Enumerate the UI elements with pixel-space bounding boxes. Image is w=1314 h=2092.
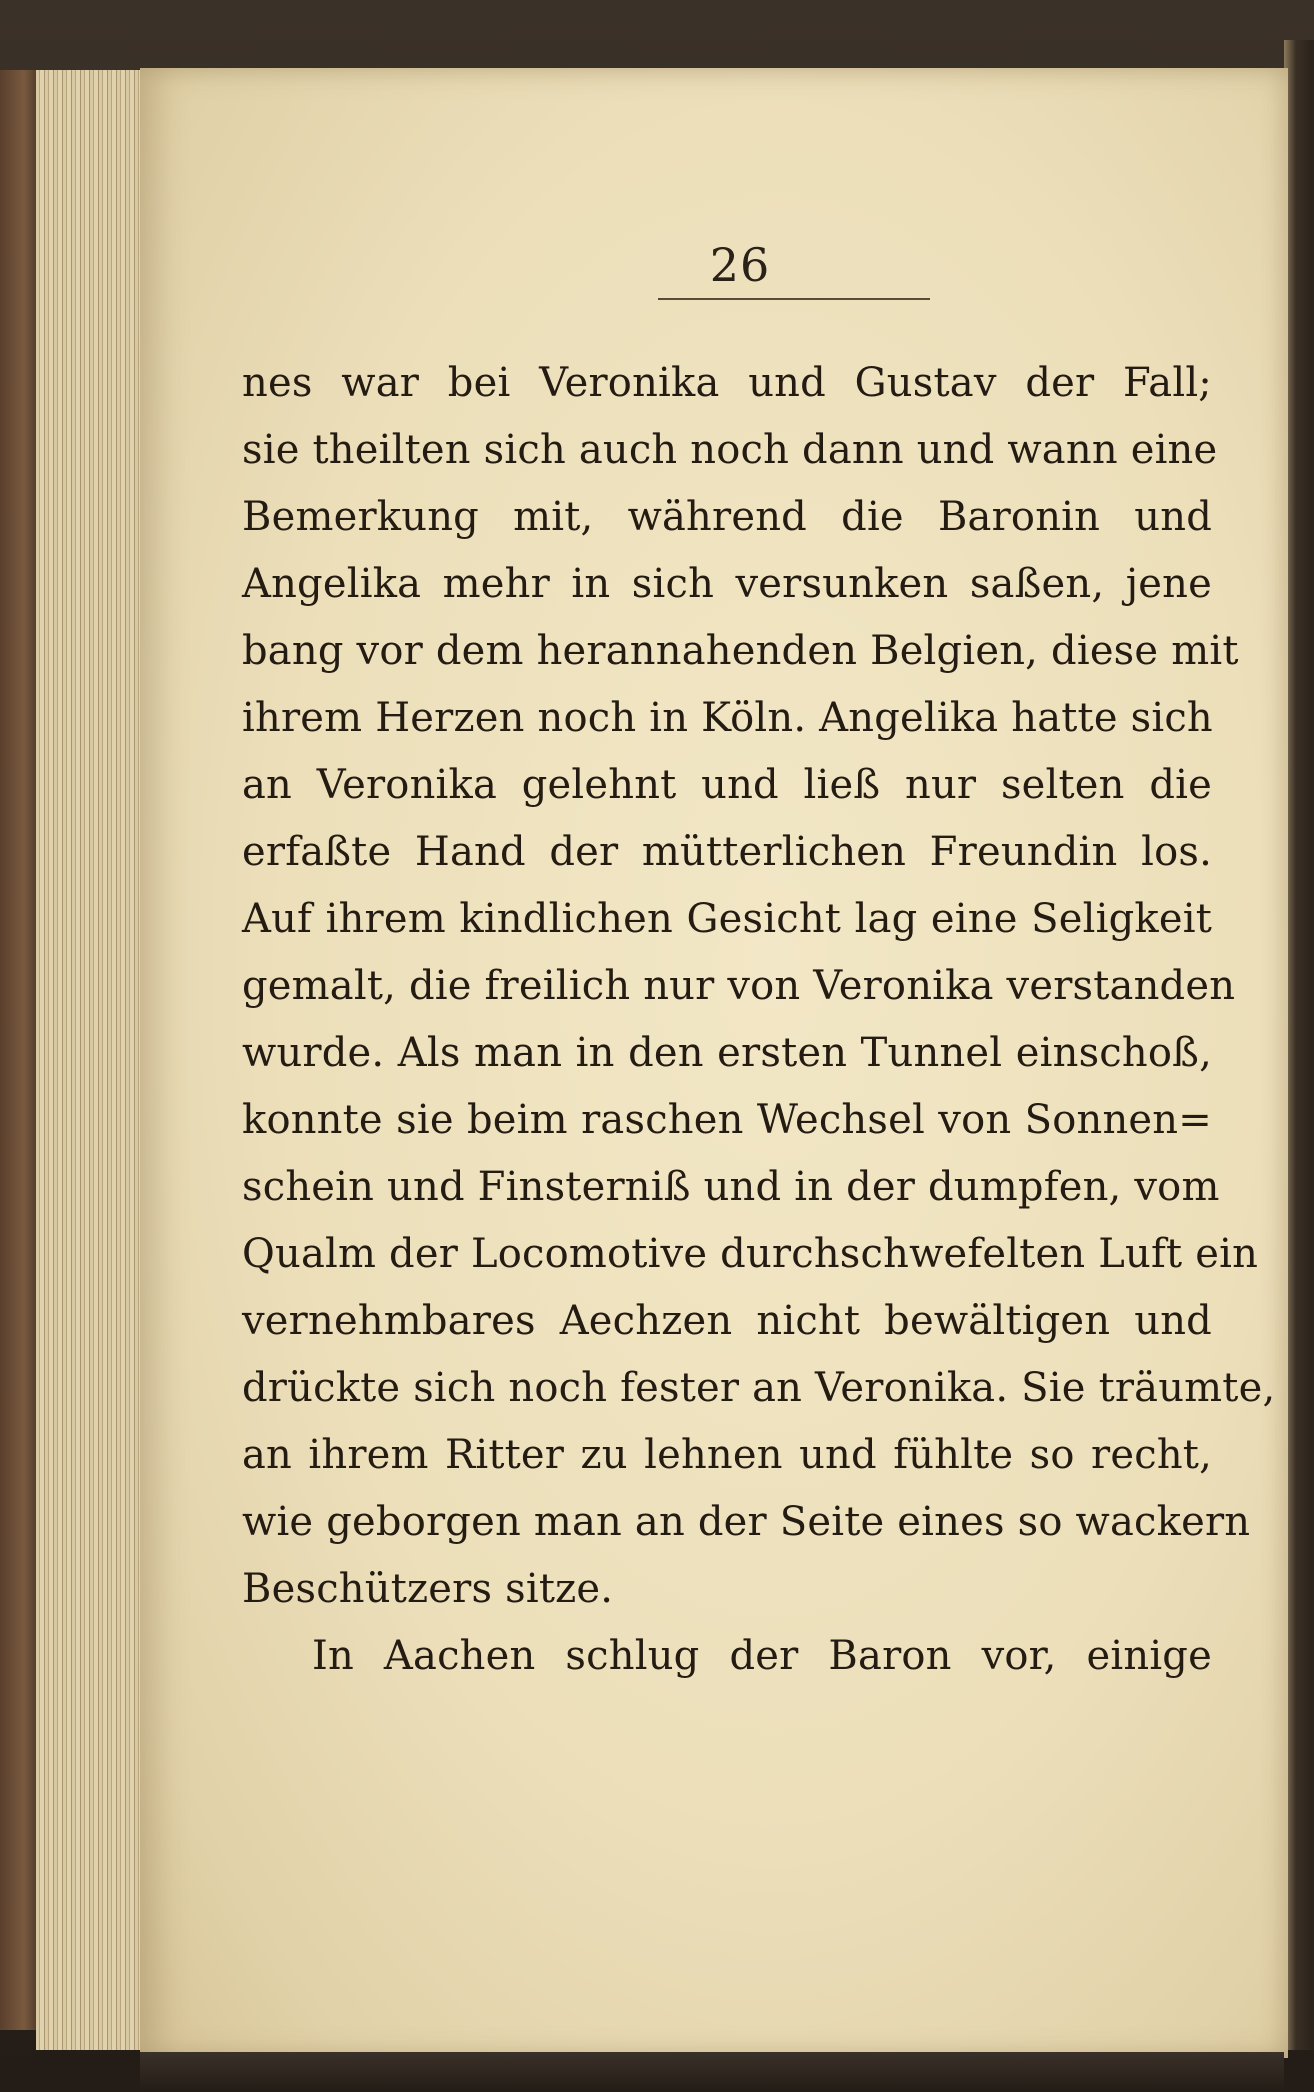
text-line: ihrem Herzen noch in Köln. Angelika hatte sich — [242, 695, 1213, 741]
text-line: gemalt, die freilich nur von Veronika verstanden — [242, 963, 1236, 1009]
text-line: schein und Finsterniß und in der dumpfen, vom — [242, 1164, 1220, 1210]
page-number-container — [660, 238, 820, 318]
page-number: 26 — [709, 238, 771, 292]
text-line: nes war bei Veronika und Gustav der Fall; — [242, 360, 1212, 406]
header-rule — [658, 298, 930, 300]
text-line: erfaßte Hand der mütterlichen Freundin los. — [242, 829, 1212, 875]
text-line: Auf ihrem kindlichen Gesicht lag eine Seligkeit — [242, 896, 1212, 942]
text-body — [242, 350, 1276, 1690]
book-cover-right — [1284, 40, 1314, 2050]
text-line: sie theilten sich auch noch dann und wann eine — [242, 427, 1218, 473]
book-bottom-edge — [140, 2052, 1284, 2092]
text-line: an ihrem Ritter zu lehnen und fühlte so recht, — [242, 1432, 1212, 1478]
text-line: bang vor dem herannahenden Belgien, diese mit — [242, 628, 1239, 674]
book-cover-edge — [0, 70, 40, 2030]
page-stack-edge — [36, 70, 146, 2050]
text-line: drückte sich noch fester an Veronika. Sie träumte, — [242, 1365, 1276, 1411]
text-line: Beschützers sitze. — [242, 1566, 614, 1612]
paragraph-start-line: In Aachen schlug der Baron vor, einige — [312, 1633, 1212, 1679]
text-line: Angelika mehr in sich versunken saßen, jene — [242, 561, 1212, 607]
text-line: konnte sie beim raschen Wechsel von Sonnen= — [242, 1097, 1212, 1143]
text-line: wurde. Als man in den ersten Tunnel einschoß, — [242, 1030, 1212, 1076]
text-line: Qualm der Locomotive durchschwefelten Luft ein — [242, 1231, 1259, 1277]
text-line: Bemerkung mit, während die Baronin und — [242, 494, 1212, 540]
text-line: an Veronika gelehnt und ließ nur selten die — [242, 762, 1212, 808]
text-line: vernehmbares Aechzen nicht bewältigen und — [242, 1298, 1212, 1344]
text-line: wie geborgen man an der Seite eines so wackern — [242, 1499, 1251, 1545]
